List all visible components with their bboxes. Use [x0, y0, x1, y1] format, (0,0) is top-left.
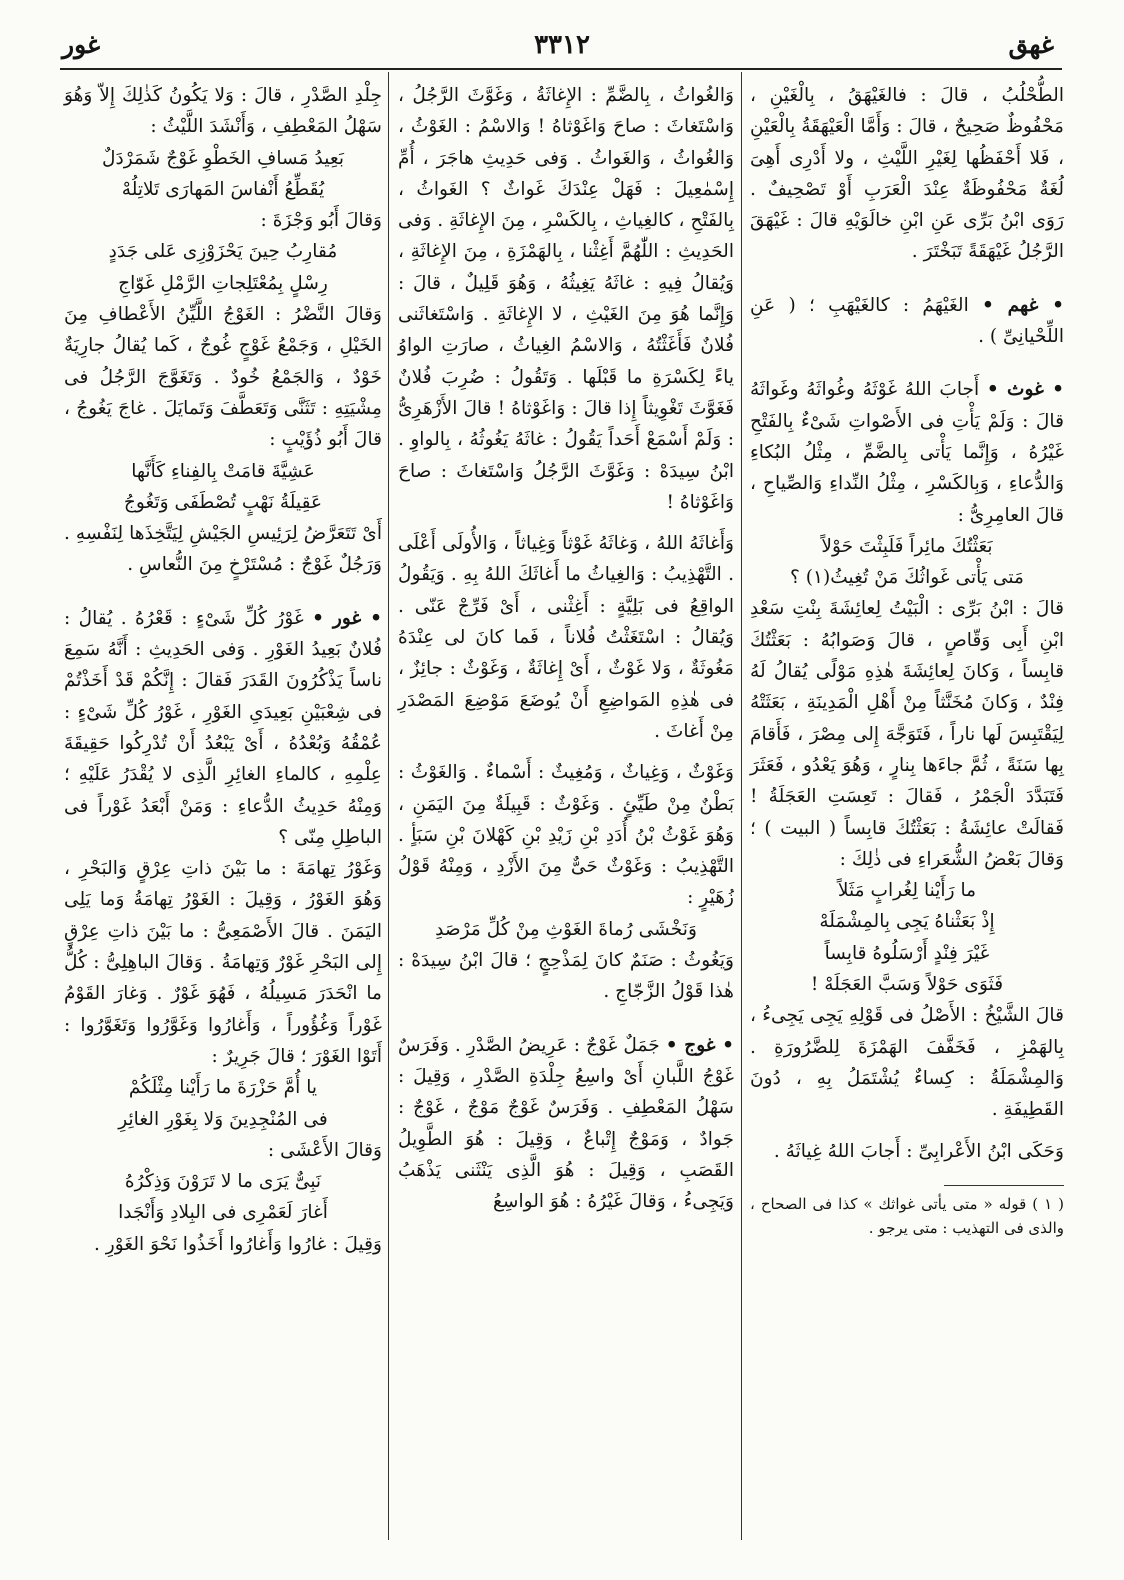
- footnote: ( ١ ) قوله « متى يأتى غواثك » كذا فى الصحاح ، والذى فى التهذيب : متى يرجو .: [750, 1194, 1064, 1237]
- headword-ghawth: • غوث •: [986, 379, 1064, 401]
- middle-paragraph-2: وَأَغاثَهُ اللهُ ، وَغاثَهُ غَوْثاً وَغِياثاً ، وَالأُولَى أَعْلَى . التَّهْذِيبُ : وَالغِياثُ ما أَغاثَكَ اللهُ بِهِ . وَيَقُولُ الواقِعُ فى بَلِيَّةٍ : أَغِثْنى ، أَىْ فَرِّجْ عَنّى . وَيُقالُ : اسْتَغَثْتُ فُلاناً ، فَما كانَ لى عِنْدَهُ مَغُوثَةٌ ، وَلا غَوْثٌ ، أَىْ إِغاثَةٌ ، وَغَوْثٌ : جائِزٌ ، فى هٰذِهِ المَواضِعِ أَنْ يُوضَعَ مَوْضِعَ المَصْدَرِ مِنْ أَغاثَ .: [398, 533, 734, 742]
- right-column: [750, 80, 1064, 1240]
- verse-line: عَقِيلَةُ نَهْبٍ تُصْطَفَى وَتَغُوجُ: [123, 491, 323, 513]
- entry-ghawth: [750, 374, 1064, 530]
- entry-ghawr: [64, 603, 382, 853]
- verse-line: بَعَثْتُكَ مائِراً فَلَبِثْتَ حَوْلاً: [821, 535, 993, 557]
- right-paragraph-2: قالَ : ابْنُ بَرِّى : الْبَيْتُ لِعائِشَةَ بِنْتِ سَعْدِ ابْنِ أَبِى وَقّاصٍ ، قالَ وَصَوابُهُ : بَعَثْتُكَ قابِساً ، وَكانَ لِعائِشَةَ هٰذِهِ مَوْلًى يُقالُ لَهُ فِنْدٌ ، وَكانَ مُخَنَّثاً مِنْ أَهْلِ الْمَدِينَةِ ، بَعَثَتْهُ لِيَقْتَبِسَ لَها ناراً ، فَتَوَجَّهَ إِلى مِصْرَ ، فَأَقامَ بِها سَنَةً ، ثُمَّ جاءَها بِنارٍ ، وَهُوَ يَعْدُو ، فَعَثَرَ فَتَبَدَّدَ الْجَمْرُ ، فَقالَ : تَعِسَتِ العَجَلَةُ ! فَقالَتْ عائِشَةُ : بَعَثْتُكَ قابِساً ( البيت ) ؛ وَقالَ بَعْضُ الشُّعَراءِ فى ذٰلِكَ :: [750, 598, 1064, 870]
- left-paragraph-5: وَغَوْرُ تِهامَةَ : ما بَيْنَ ذاتِ عِرْقٍ وَالبَحْرِ ، وَهُوَ الغَوْرُ ، وَقِيلَ : الغَوْرُ تِهامَةُ وَما يَلِى اليَمَنَ . قالَ الأَصْمَعِىُّ : ما بَيْنَ ذاتِ عِرْقٍ إِلى البَحْرِ غَوْرٌ وَتِهامَةُ . وَقالَ الباهِلِىُّ : كُلُّ ما انْحَدَرَ مَسِيلُهُ ، فَهُوَ غَوْرٌ . وَغارَ القَوْمُ غَوْراً وَغُؤُوراً ، وَأَغارُوا وَغَوَّرُوا وَتَغَوَّرُوا : أَتَوْا الغَوْرَ ؛ قالَ جَرِيرٌ :: [64, 858, 382, 1067]
- verse-line: عَشِيَّةَ قامَتْ بِالفِناءِ كَأَنَّها: [131, 460, 315, 482]
- verse-line: إِذْ بَعَثْناهُ يَجِى بِالمِشْمَلَهْ: [819, 911, 995, 933]
- entry-ghawr-text: غَوْرُ كُلِّ شَىْءٍ : قَعْرُهُ . يُقالُ : فُلانٌ بَعِيدُ الغَوْرِ . وَفى الحَدِيثِ : أَنَّهُ سَمِعَ ناساً يَذْكُرُونَ القَدَرَ فَقالَ : إِنَّكُمْ قَدْ أَخَذْتُمْ فى شِعْبَيْنِ بَعِيدَىِ الغَوْرِ ، غَوْرُ كُلِّ شَىْءٍ : عُمْقُهُ وَبُعْدُهُ ، أَىْ يَبْعُدُ أَنْ تُدْرِكُوا حَقِيقَةَ عِلْمِهِ ، كالماءِ الغائِرِ الَّذِى لا يُقْدَرُ عَلَيْهِ ؛ وَمِنْهُ حَدِيثُ الدُّعاءِ : وَمَنْ أَبْعَدُ غَوْراً فى الباطِلِ مِنّى ؟: [64, 607, 382, 848]
- left-paragraph-1: جِلْدِ الصَّدْرِ ، قالَ : وَلا يَكُونُ كَذٰلِكَ إِلاّ وَهُوَ سَهْلُ المَعْطِفِ ، وَأَنْشَدَ اللَّيْثُ :: [64, 85, 382, 138]
- left-paragraph-4: أَىْ تَتَعَرَّضُ لِرَئِيسِ الجَيْشِ لِيَتَّخِذَها لِنَفْسِهِ . وَرَجُلٌ غَوْجٌ : مُسْتَرْخٍ مِنَ النُّعاسِ .: [64, 523, 382, 576]
- verse-line: أَغارَ لَعَمْرِى فى البِلادِ وَأَنْجَدا: [118, 1202, 328, 1224]
- verse-line: فَثَوَى حَوْلاً وَسَبَّ العَجَلَهْ !: [810, 974, 1004, 996]
- verse-line: مَتى يَأْتى غَواثُكَ مَنْ تُغِيثُ(١) ؟: [790, 567, 1024, 589]
- left-paragraph-3: وَقالَ النَّضْرُ : الغَوْجُ اللَّيِّنُ الأَعْطافِ مِنَ الخَيْلِ ، وَجَمْعُ غَوْجٍ غُوجٌ ، كَما يُقالُ جارِيَةٌ خَوْدٌ ، وَالجَمْعُ خُودٌ . وَتَغَوَّجَ الرَّجُلُ فى مِشْيَتِهِ : تَثَنَّى وَتَعَطَّفَ وَتَمايَلَ . غاجَ يَغُوجُ ، قالَ أَبُو ذُؤَيْبٍ :: [64, 304, 382, 451]
- headword-ghayham: • غهم •: [981, 294, 1064, 316]
- page-number: ٣٣١٢: [534, 30, 590, 60]
- header-left-keyword: غور: [62, 30, 101, 59]
- middle-paragraph-4: وَيَغُوثُ : صَنَمٌ كانَ لِمَذْحِجٍ ؛ قالَ ابْنُ سِيدَهْ : هٰذا قَوْلُ الزَّجّاجِ .: [398, 950, 734, 1003]
- header-right-keyword: غهق: [1008, 30, 1054, 59]
- header-rule: [60, 68, 1062, 70]
- right-paragraph-4: وَحَكَى ابْنُ الأَعْرابِىِّ : أَجابَ اللهُ غِياثَهُ .: [773, 1140, 1064, 1162]
- verse-line: ما رَأَيْنا لِغُرابٍ مَثَلاً: [837, 880, 977, 902]
- verse-line: فى المُنْجِدِينَ وَلا بِغَوْرِ الغائِرِ: [118, 1108, 328, 1130]
- left-paragraph-6: وَقالَ الأَعْشَى :: [267, 1139, 382, 1161]
- verse-line: غَيْرَ فِنْدٍ أَرْسَلُوهُ قابِساً: [824, 942, 990, 964]
- right-paragraph-3: قالَ الشَّيْخُ : الأَصْلُ فى قَوْلِهِ يَجِى يَجِىءُ ، بِالهَمْزِ ، فَخَفَّفَ الهَمْزَةَ لِلضَّرُورَةِ . وَالمِشْمَلَةُ : كِساءٌ يُشْتَمَلُ بِهِ ، دُونَ القَطِيفَةِ .: [750, 1005, 1064, 1121]
- verse-line: وَنَخْشَى رُماةَ الغَوْثِ مِنْ كُلِّ مَرْصَدِ: [435, 918, 697, 940]
- entry-ghawj-text: جَمَلٌ غَوْجٌ : عَرِيضُ الصَّدْرِ . وَفَرَسٌ غَوْجُ اللَّبانِ أَىْ واسِعُ جِلْدَةِ الصَّدْرِ ، وَقِيلَ : سَهْلُ المَعْطِفِ . وَفَرَسٌ غَوْجٌ مَوْجٌ ، غَوْجٌ : جَوادٌ ، وَمَوْجٌ إِتْباعٌ ، وَقِيلَ : هُوَ الطَّوِيلُ القَصَبِ ، وَقِيلَ : هُوَ الَّذِى يَنْثَنى يَذْهَبُ وَيَجِىءُ ، وَقالَ غَيْرُهُ : هُوَ الواسِعُ: [398, 1034, 734, 1213]
- verse-line: بَعِيدُ مَسافِ الخَطْوِ غَوْجٌ شَمَرْدَلٌ: [101, 147, 345, 169]
- headword-ghawr: • غور •: [312, 607, 382, 629]
- left-paragraph-2: وَقالَ أَبُو وَجْزَةَ :: [260, 210, 382, 232]
- verse-line: يُقَطِّعُ أَنْفاسَ المَهارَى تَلاتِلُهْ: [121, 178, 325, 200]
- middle-column: [398, 80, 734, 1217]
- entry-ghawth-text: أَجابَ اللهُ غَوْثَهُ وغُواثَهُ وغَواثَهُ قالَ : وَلَمْ يَأْتِ فى الأَصْواتِ شَىْءٌ بِالفَتْحِ غَيْرُهُ ، وَإِنَّما يَأْتى بِالضَّمِّ ، مِثْلُ البُكاءِ وَالدُّعاءِ ، وَبِالكَسْرِ ، مِثْلُ النِّداءِ وَالصِّياحِ ، قالَ العامِرِىُّ :: [750, 379, 1064, 526]
- left-column: [64, 80, 382, 1260]
- verse-line: نَبِىٌّ يَرَى ما لا تَرَوْنَ وَذِكْرُهُ: [124, 1171, 322, 1193]
- right-paragraph-1: الطُّحْلُبُ ، قالَ : فالغَيْهَقُ ، بِالْغَيْنِ ، مَحْفُوظٌ صَحِيحٌ ، قالَ : وَأَمَّا الْعَيْهَقَةُ بِالْعَيْنِ ، فَلا أَحْفَظُها لِغَيْرِ اللَّيْثِ ، ولا أَدْرِى أَهِىَ لُغَةٌ مَحْفُوظَةٌ عِنْدَ الْعَرَبِ أَوْ تَصْحِيفٌ . رَوَى ابْنُ بَرِّى عَنِ ابْنِ خالَوَيْهِ قالَ : غَيْهَقَ الرَّجُلُ غَيْهَقَةً تَبَخْتَرَ .: [750, 85, 1064, 263]
- middle-paragraph-1: وَالغُواثُ ، بِالضَّمِّ : الإِغاثَةُ ، وَغَوَّثَ الرَّجُلُ ، وَاسْتَغاثَ : صاحَ وَاغَوْثاهُ ! وَالاسْمُ : الغَوْثُ ، وَالغُواثُ ، وَالغَواثُ . وَفى حَدِيثِ هاجَرَ ، أُمِّ إِسْمٰعِيلَ : فَهَلْ عِنْدَكَ غَواثٌ ؟ الغَواثُ ، بِالفَتْحِ ، كالغِياثِ ، بِالكَسْرِ ، مِنَ الإِغاثَةِ . وَفى الحَدِيثِ : اللّٰهُمَّ أَغِثْنا ، بِالهَمْزَةِ ، مِنَ الإِغاثَةِ ، وَيُقالُ فِيهِ : غاثَهُ يَغِيثُهُ ، وَهُوَ قَلِيلٌ ، قالَ : وَإِنَّما هُوَ مِنَ الغَيْثِ ، لا الإِغاثَةِ . وَاسْتَغاثَنى فُلانٌ فَأَغَثْتُهُ ، وَالاسْمُ الغِياثُ ، صارَتِ الواوُ ياءً لِكَسْرَةِ ما قَبْلَها . وَتَقُولُ : ضُرِبَ فُلانٌ فَغَوَّثَ تَغْوِيثاً إِذا قالَ : وَاغَوْثاهُ ! قالَ الأَزْهَرِىُّ : وَلَمْ أَسْمَعْ أَحَداً يَقُولُ : غاثَهُ يَغُوثُهُ ، بِالواوِ . ابْنُ سِيدَهْ : وَغَوَّثَ الرَّجُلُ وَاسْتَغاثَ : صاحَ وَاغَوْثاهُ !: [398, 85, 734, 513]
- verse-line: مُقارِبُ حِينَ يَحْزَوْزِى عَلى جَدَدٍ: [108, 241, 338, 263]
- left-paragraph-7: وَقِيلَ : غارُوا وَأَغارُوا أَخَذُوا نَحْوَ الغَوْرِ .: [93, 1233, 382, 1255]
- entry-ghayham: [750, 290, 1064, 353]
- footnote-rule: [944, 1185, 1064, 1186]
- entry-ghawj: [398, 1030, 734, 1218]
- headword-ghawj: • غوج •: [665, 1034, 734, 1056]
- column-divider-right: [741, 72, 742, 1540]
- verse-line: يا أُمَّ حَزْرَةَ ما رَأَيْنا مِثْلَكُمْ: [128, 1077, 318, 1099]
- entry-ghayham-text: الغَيْهَمُ : كالغَيْهَبِ ؛ ( عَنِ اللِّحْيانِىِّ ) .: [750, 294, 1064, 348]
- column-divider-left: [388, 72, 389, 1540]
- verse-line: رِسْلٍ بِمُعْتَلِجاتِ الرَّمْلِ غَوّاجِ: [118, 272, 328, 294]
- middle-paragraph-3: وَغَوْثٌ ، وَغِياثٌ ، وَمُغِيثٌ : أَسْماءٌ . وَالغَوْثُ : بَطْنٌ مِنْ طَيِّئٍ . وَغَوْثٌ : قَبِيلَةٌ مِنَ اليَمَنِ ، وَهُوَ غَوْثُ بْنُ أُدَدِ بْنِ زَيْدِ بْنِ كَهْلانَ بْنِ سَبَأٍ . التَّهْذِيبُ : وَغَوْثٌ حَىٌّ مِنَ الأَزْدِ ، وَمِنْهُ قَوْلُ زُهَيْرٍ :: [398, 762, 734, 909]
